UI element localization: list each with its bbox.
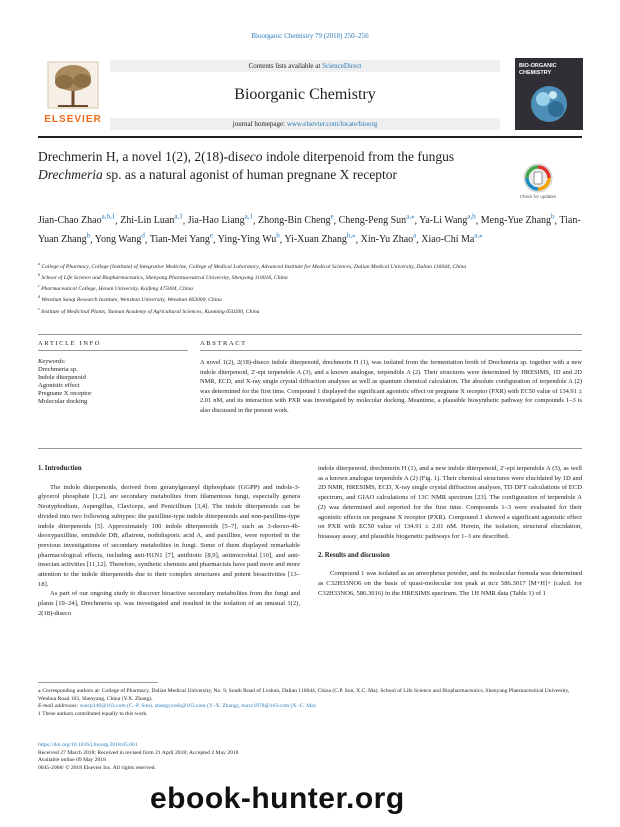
author-name[interactable]: Yi-Xuan Zhang$^{b,⁎}$: [284, 231, 356, 246]
keyword-item: Pregnane X receptor: [38, 390, 92, 397]
author-name[interactable]: Jian-Chao Zhao$^{a,b,1}$: [38, 213, 116, 227]
results-heading: 2. Results and discussion: [318, 551, 390, 559]
affiliation-item: $^c$ Pharmaceutical College, Henan University, Kaifeng 475004, China: [38, 284, 193, 293]
affiliation-list: [38, 260, 582, 316]
author-name[interactable]: Jia-Hao Liang$^{a,1}$: [187, 213, 254, 227]
contents-line: [110, 62, 500, 70]
keyword-item: Agonistic effect: [38, 382, 80, 389]
author-name[interactable]: Zhong-Bin Cheng$^e$: [258, 213, 334, 227]
keyword-item: Indole diterpenoid: [38, 374, 86, 381]
introduction-heading: 1. Introduction: [38, 465, 82, 472]
received-dates: Received 27 March 2018; Received in revised form 21 April 2018; Accepted 2 May 2018: [38, 749, 239, 756]
abstract-rule: [200, 350, 582, 351]
footnotes: [38, 688, 582, 718]
author-affiliation-marker[interactable]: a,b,1: [101, 213, 116, 221]
results-paragraph-1: Compound 1 was isolated as an amorphous powder, and its molecular formula was determined as C32H33NO6 on the basis of quasi-molecular ion peak at m/z 586.3017 [M+H]+ (calcd. for C32H33NO6, 586.3016) in the HRESIMS spectrum. The 1H NMR data (Table 1) of 1: [318, 570, 582, 597]
journal-reference[interactable]: Bioorganic Chemistry 79 (2018) 250–256: [251, 32, 369, 40]
copyright-line: 0045-2068/ © 2018 Elsevier Inc. All rights reserved.: [38, 764, 156, 771]
author-name[interactable]: Ying-Ying Wu$^b$: [217, 231, 280, 246]
author-name[interactable]: Zhi-Lin Luan$^{a,1}$: [120, 213, 183, 227]
author-name[interactable]: Tian-Yuan Zhang$^b$: [38, 215, 581, 246]
author-name[interactable]: Tian-Mei Yang$^e$: [149, 231, 214, 246]
intro-paragraph-1: The indole diterpenoids, derived from geranylgeranyl diphosphate (GGPP) and indole-3-glycerol phosphate [1,2], are secondary metabolites from filamentous fungi, especially genera Neotyphodium, Aspergillus, Claviceps, and Penicillium [3,4]. The indole diterpenoids can be divided into two following subtypes: the paxilline-type indole diterpenoids and non-paxilline-type indole diterpenoids [5]. Approximately 100 indole diterpenoids [5–7], such as 3-deoxo-4b-deoxypaxilline, emindole DB, aflatrem, nodulisporic acid A, and paxilline, were reported in the previous investigations of secondary metabolites in fungi. Some of them displayed remarkable pharmacological effects, including anti-H1N1 [7], antibiotic [8,9], antimicrobial [10], and anti-insectan activities [11,12]. Therefore, synthetic chemists and pharmacists have paid more and more attention to the indole diterpenoids due to their complex structures and potent bioactivities [13–18].: [38, 483, 300, 588]
article-title: Drechmerin H, a novel 1(2), 2(18)-diseco indole diterpenoid from the fungus Drechmeria sp. as a natural agonist of human pregnane X receptor: [38, 149, 455, 182]
journal-title: Bioorganic Chemistry: [234, 86, 376, 103]
author-affiliation-marker[interactable]: a,⁎: [474, 231, 483, 240]
keywords-list: [38, 366, 158, 406]
contents-prefix: Contents lists available at: [248, 62, 323, 70]
author-name[interactable]: Meng-Yue Zhang$^b$: [480, 213, 555, 227]
email-addresses: E-mail addresses: suncp146@163.com (C.-P. Sun), zhangyxzsh@163.com (Y.-X. Zhang), maxc1978@163.com (X.-C. Ma).: [38, 703, 317, 710]
homepage-prefix: journal homepage:: [232, 120, 287, 128]
author-name[interactable]: Cheng-Peng Sun$^{a,⁎}$: [338, 213, 415, 227]
journal-cover-image: [515, 58, 583, 130]
sciencedirect-link[interactable]: ScienceDirect: [322, 62, 362, 70]
abstract-heading: ABSTRACT: [200, 340, 247, 347]
email-links[interactable]: suncp146@163.com (C.-P. Sun), zhangyxzsh@163.com (Y.-X. Zhang), maxc1978@163.com (X.-C. Ma).: [79, 703, 317, 710]
author-affiliation-marker[interactable]: b: [86, 231, 91, 240]
online-date: Available online 09 May 2018: [38, 757, 106, 764]
abstract-text: A novel 1(2), 2(18)-diseco indole diterpenoid, drechmerin H (1), was isolated from the fermentation broth of Drechmeria sp. together with a new indole diterpenoid, 2′-epi terpendole A (3), and a known analogue, terpendole A (2). Their structures were determined by HRESIMS, 1D and 2D NMR, ECD, and X-ray single crystal diffraction analyses as well as quantum chemical calculation. The absolute configuration of terpendole A (2) was determined for the first time. Compound 1 displayed the significant agonistic effect on pregnane X receptor (PXR) with EC50 value of 134.91 ± 2.01 nM, and its interaction with PXR was investigated by molecular docking. Meantime, a plausible biosynthetic pathway for compounds 1–3 is also discussed in the present work.: [200, 359, 582, 414]
article-footer: [38, 742, 582, 772]
affiliation-rule: [38, 334, 582, 335]
article-info-rule: [38, 350, 188, 351]
equal-contribution-note: 1 These authors contributed equally to this work.: [38, 710, 148, 717]
homepage-link[interactable]: www.elsevier.com/locate/bioorg: [286, 120, 378, 128]
check-for-updates-icon[interactable]: [523, 163, 553, 193]
author-affiliation-marker[interactable]: e: [209, 231, 214, 240]
elsevier-tree-icon: [46, 60, 100, 110]
cover-title: BIO-ORGANIC CHEMISTRY: [519, 63, 557, 76]
left-column: [38, 464, 300, 619]
author-affiliation-marker[interactable]: a: [413, 231, 417, 240]
author-name[interactable]: Xin-Yu Zhao$^a$: [360, 231, 417, 246]
author-name[interactable]: Ya-Li Wang$^{a,b}$: [419, 213, 476, 227]
intro-paragraph-3: indole diterpenoid, drechmerin H (1), and a new indole diterpenoid, 2′-epi terpendole A (3), as well as a known analogue terpendole A (2) (Fig. 1). Their chemical structures were elucidated by 1D and 2D NMR, HRESIMS, ECD, X-ray single crystal diffraction analyses, TD DFT calculations of ECD spectrum, and GIAO calculations of 13C NMR spectrum [23]. The configuration of terpendole A (2) was determined and reported for the first time. Compounds 1–3 were evaluated for their agonistic effects on pregnane X receptor (PXR). Compound 1 showed a significant agonistic effect on PXR with EC50 value of 134.91 ± 2.01 nM. Herein, the isolation, structural elucidation, bioassay assay, and plausible biogenetic pathways for 1–3 are described.: [318, 465, 582, 540]
keywords-block: [38, 358, 158, 406]
cover-art-icon: [525, 82, 573, 126]
author-name[interactable]: Xiao-Chi $Ma^{a,⁎}$: [421, 231, 483, 246]
abstract-bottom-rule: [38, 448, 582, 449]
author-affiliation-marker[interactable]: b,⁎: [346, 231, 356, 240]
footnote-rule: [38, 682, 158, 683]
author-affiliation-marker[interactable]: a,1: [174, 213, 183, 221]
article-info-heading: ARTICLE INFO: [38, 340, 102, 347]
journal-homepage: [110, 120, 500, 128]
affiliation-item: $^d$ Wenshan Sanqi Research Institute, Wenshan University, Wenshan 663000, China: [38, 295, 222, 304]
author-affiliation-marker[interactable]: e: [330, 213, 334, 221]
publisher-name: ELSEVIER: [44, 114, 102, 125]
author-affiliation-marker[interactable]: d: [141, 231, 145, 240]
watermark-text: ebook-hunter.org: [150, 782, 405, 815]
keyword-item: Molecular docking: [38, 398, 88, 405]
author-name[interactable]: Yong Wang$^d$: [94, 231, 145, 246]
author-list: Jian-Chao Zhao$^{a,b,1}$, Zhi-Lin Luan$^{a,1}$, Jia-Hao Liang$^{a,1}$, Zhong-Bin Cheng$^e$, Cheng-Peng Sun$^{a,⁎}$, Ya-Li Wang$^{a,b}$, Meng-Yue Zhang$^b$, Tian-Yuan Zhang$^b$, Yong Wang$^d$, Tian-Mei Yang$^e$, Ying-Ying Wu$^b$, Yi-Xuan Zhang$^{b,⁎}$, Xin-Yu Zhao$^a$, Xiao-Chi $Ma^{a,⁎}$: [38, 213, 581, 246]
keyword-item: Drechmeria sp.: [38, 366, 78, 373]
affiliation-item: $^e$ Institute of Medicinal Plants, Yunnan Academy of Agricultural Sciences, Kunming 650200, China: [38, 306, 260, 315]
corresponding-authors-note: ⁎ Corresponding authors at: College of Pharmacy, Dalian Medical University, No. 9, South Road of Lvshun, Dalian 116044, China (C.P. Sun, X.C. Ma). School of Life Science and Biopharmaceutics, Shenyang Pharmaceutical University, Wenhua Road 103, Shenyang, China (Y.X. Zhang).: [38, 688, 570, 702]
affiliation-item: $^b$ School of Life Science and Biopharmaceutics, Shenyang Pharmaceutical University, Shenyang 110016, China: [38, 273, 288, 282]
author-affiliation-marker[interactable]: a,b: [467, 213, 476, 221]
intro-paragraph-2: As part of our ongoing study to discover bioactive secondary metabolites from the fungi and plants [19–24], Drechmeria sp. was investigated and resulted in the isolation of an unusual 1(2), 2(18)-diseco: [38, 590, 300, 617]
check-for-updates-label[interactable]: Check for updates: [519, 194, 557, 199]
author-affiliation-marker[interactable]: a,⁎: [406, 213, 415, 221]
header-rule: [38, 136, 582, 138]
elsevier-logo: [38, 58, 108, 130]
author-affiliation-marker[interactable]: a,1: [244, 213, 254, 221]
doi-link[interactable]: https://doi.org/10.1016/j.bioorg.2018.05.001: [38, 742, 138, 748]
keywords-label: Keywords:: [38, 358, 66, 365]
affiliation-item: $^a$ College of Pharmacy, College (Institute) of Integrative Medicine, College of Medical Laboratory, Advanced Institute for Medical Sciences, Dalian Medical University, Dalian 116044, China: [38, 262, 467, 270]
author-affiliation-marker[interactable]: b: [551, 213, 555, 221]
author-affiliation-marker[interactable]: b: [276, 231, 280, 240]
right-column: [318, 464, 582, 598]
